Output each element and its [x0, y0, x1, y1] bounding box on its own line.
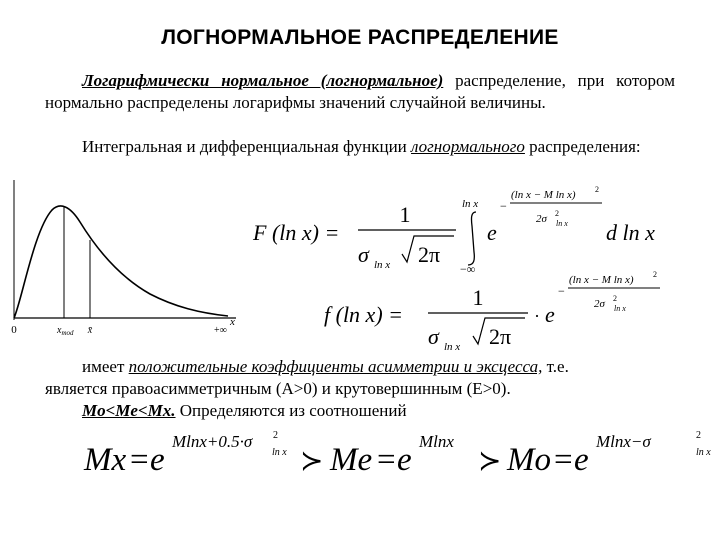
F-numerator: 1	[399, 202, 411, 227]
F-exp-den-sup: 2	[555, 209, 559, 218]
f-exp-den-sub: ln x	[614, 304, 626, 313]
properties-line1	[82, 356, 678, 378]
formula-integral	[252, 185, 655, 276]
moments-formulas	[83, 430, 711, 478]
F-lhs: F (ln x) =	[253, 220, 340, 245]
f-exp-denominator: 2σ	[594, 298, 605, 310]
f-exp-pow: 2	[653, 270, 657, 279]
density-curve	[14, 206, 228, 318]
f-sigma: σ	[428, 324, 439, 349]
tick-mod: $x_{mod}$	[57, 325, 74, 337]
mx-sq: 2	[273, 430, 278, 441]
me-label: Me	[330, 442, 373, 478]
f-exp-den-sup: 2	[613, 294, 617, 303]
functions-text: Интегральная и дифференциальная функции	[82, 137, 412, 156]
me-eq: =	[377, 442, 396, 478]
f-exp-numerator: (ln x − M ln x)	[569, 274, 634, 286]
F-exp-pow: 2	[595, 185, 599, 194]
F-exp-denominator: 2σ	[536, 213, 547, 225]
sep-1: ≻	[300, 446, 324, 477]
f-lhs: f (ln x) =	[324, 302, 403, 327]
tick-mean: x̄	[87, 325, 93, 336]
f-base-e: e	[545, 302, 555, 327]
mo-e: e	[574, 442, 589, 478]
properties-line2: является правоасимметричным (A>0) и крутовершинным (E>0).	[45, 379, 511, 398]
f-sqrt-arg: 2π	[489, 324, 512, 349]
definition-term: Логарифмически нормальное (логнормальное)	[82, 71, 444, 90]
me-exponent: Mlnx	[419, 432, 454, 451]
F-exp-numerator: (ln x − M ln x)	[511, 189, 576, 201]
mx-exponent: Mlnx+0.5·σ	[172, 432, 253, 451]
mx-sub: ln x	[272, 447, 287, 458]
definition-text: распределение, при котором нормально распределены логарифмы значений случайной величины.	[45, 71, 675, 112]
functions-term: логнормального	[411, 137, 525, 156]
mx-e: e	[150, 442, 165, 478]
f-exp-minus: −	[558, 284, 565, 298]
F-exp-minus: −	[500, 199, 507, 213]
mo-exponent: Mlnx−σ	[596, 432, 651, 451]
F-sigma-sub: ln x	[374, 259, 391, 271]
relation-inequality: Mo<Me<Mx.	[82, 401, 176, 420]
mo-label: Mo	[507, 442, 551, 478]
properties-term: положительные коэффициенты асимметрии и эксцесса,	[128, 357, 543, 376]
axis-x-label: x	[230, 316, 235, 328]
f-dot: ·	[534, 306, 540, 326]
integral-sign	[468, 212, 476, 265]
sep-2: ≻	[478, 446, 502, 477]
F-sqrt-arg: 2π	[418, 242, 441, 267]
f-sigma-sub: ln x	[444, 341, 461, 353]
mo-eq: =	[554, 442, 573, 478]
functions-tail: распределения:	[524, 137, 641, 156]
tick-inf: +∞	[214, 325, 227, 336]
mx-label: Mx	[84, 442, 127, 478]
mx-eq: =	[130, 442, 149, 478]
F-exp-den-sub: ln x	[556, 219, 568, 228]
properties-text1: имеет	[82, 357, 129, 376]
me-e: e	[397, 442, 412, 478]
F-lower-limit: −∞	[460, 262, 476, 276]
relation-text: Определяются из соотношений	[175, 401, 407, 420]
relation-line	[82, 400, 678, 422]
formula-density	[324, 270, 660, 353]
mo-sub: ln x	[696, 447, 711, 458]
F-differential: d ln x	[606, 220, 655, 245]
properties-text2: т.е.	[542, 357, 569, 376]
f-numerator: 1	[472, 285, 484, 310]
F-upper-limit: ln x	[462, 198, 479, 210]
F-base-e: e	[487, 220, 497, 245]
F-sigma: σ	[358, 242, 369, 267]
tick-zero: 0	[11, 324, 17, 336]
page-title: ЛОГНОРМАЛЬНОЕ РАСПРЕДЕЛЕНИЕ	[161, 26, 559, 49]
mo-sq: 2	[696, 430, 701, 441]
